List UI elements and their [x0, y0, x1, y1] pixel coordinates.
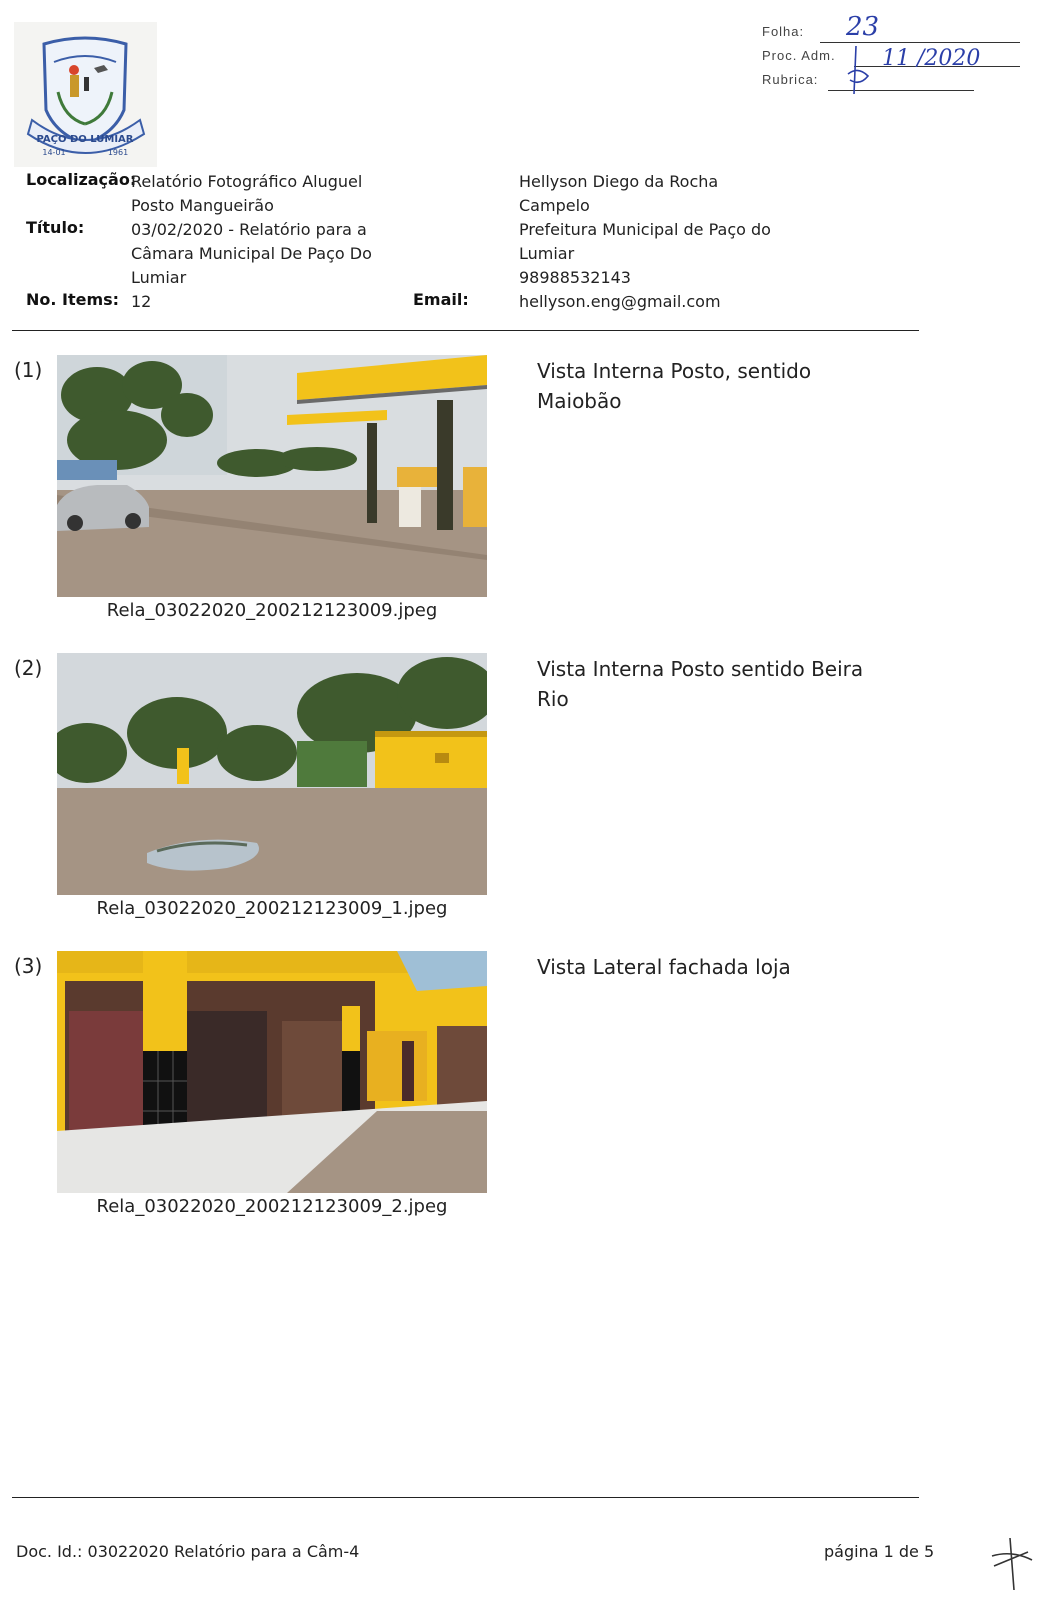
titulo-label: Título: — [26, 218, 85, 237]
page-number: página 1 de 5 — [824, 1542, 935, 1561]
titulo-value — [131, 218, 372, 290]
phone: 98988532143 — [519, 268, 631, 287]
header-divider — [12, 330, 919, 331]
document-id: Doc. Id.: 03022020 Relatório para a Câm-4 — [16, 1542, 360, 1561]
photo-caption-2: Rela_03022020_200212123009_1.jpeg — [96, 898, 448, 919]
entry-description-2 — [537, 654, 877, 714]
entry-number-3: (3) — [14, 954, 43, 978]
photo-2 — [57, 653, 487, 895]
footer-divider — [12, 1497, 919, 1498]
titulo-line-1: 03/02/2020 - Relatório para a — [131, 220, 367, 239]
titulo-line-3: Lumiar — [131, 268, 187, 287]
photo-caption-1: Rela_03022020_200212123009.jpeg — [106, 600, 438, 621]
desc-1-line-1: Vista Interna Posto, sentido — [537, 359, 812, 383]
org-line-2: Lumiar — [519, 244, 575, 263]
entry-description-1 — [537, 356, 877, 416]
localizacao-label: Localização: — [26, 170, 137, 189]
author-line-2: Campelo — [519, 196, 590, 215]
stamp-folha-value: 23 — [846, 12, 880, 42]
logo-date-left: 14-01 — [42, 148, 66, 157]
desc-3-line-1: Vista Lateral fachada loja — [537, 955, 791, 979]
logo-motto: PAÇO DO LUMIAR — [36, 134, 134, 145]
stamp-folha-label: Folha: — [762, 24, 805, 39]
entry-number-2: (2) — [14, 656, 43, 680]
email-value: hellyson.eng@gmail.com — [519, 292, 721, 311]
email-label: Email: — [413, 290, 469, 309]
protocol-stamp — [762, 12, 1024, 104]
logo-date-right: 1961 — [107, 148, 129, 157]
photo-3 — [57, 951, 487, 1193]
titulo-line-2: Câmara Municipal De Paço Do — [131, 244, 372, 263]
localizacao-value — [131, 170, 362, 218]
author-block — [519, 170, 771, 314]
localizacao-line-2: Posto Mangueirão — [131, 196, 274, 215]
items-label: No. Items: — [26, 290, 120, 309]
municipal-logo — [14, 22, 157, 167]
org-line-1: Prefeitura Municipal de Paço do — [519, 220, 771, 239]
items-value: 12 — [131, 292, 152, 311]
stamp-proc-label: Proc. Adm. — [762, 48, 836, 63]
desc-1-line-2: Maiobão — [537, 389, 622, 413]
stamp-proc-value: 11 /2020 — [882, 46, 981, 71]
entry-number-1: (1) — [14, 358, 43, 382]
desc-2-line-2: Rio — [537, 687, 569, 711]
rubrica-signature — [844, 44, 874, 100]
stamp-rubrica-label: Rubrica: — [762, 72, 819, 87]
photo-caption-3: Rela_03022020_200212123009_2.jpeg — [96, 1196, 448, 1217]
entry-description-3 — [537, 952, 877, 982]
photo-1 — [57, 355, 487, 597]
localizacao-line-1: Relatório Fotográfico Aluguel — [131, 172, 363, 191]
author-line-1: Hellyson Diego da Rocha — [519, 172, 719, 191]
desc-2-line-1: Vista Interna Posto sentido Beira — [537, 657, 864, 681]
margin-signature — [988, 1536, 1038, 1594]
